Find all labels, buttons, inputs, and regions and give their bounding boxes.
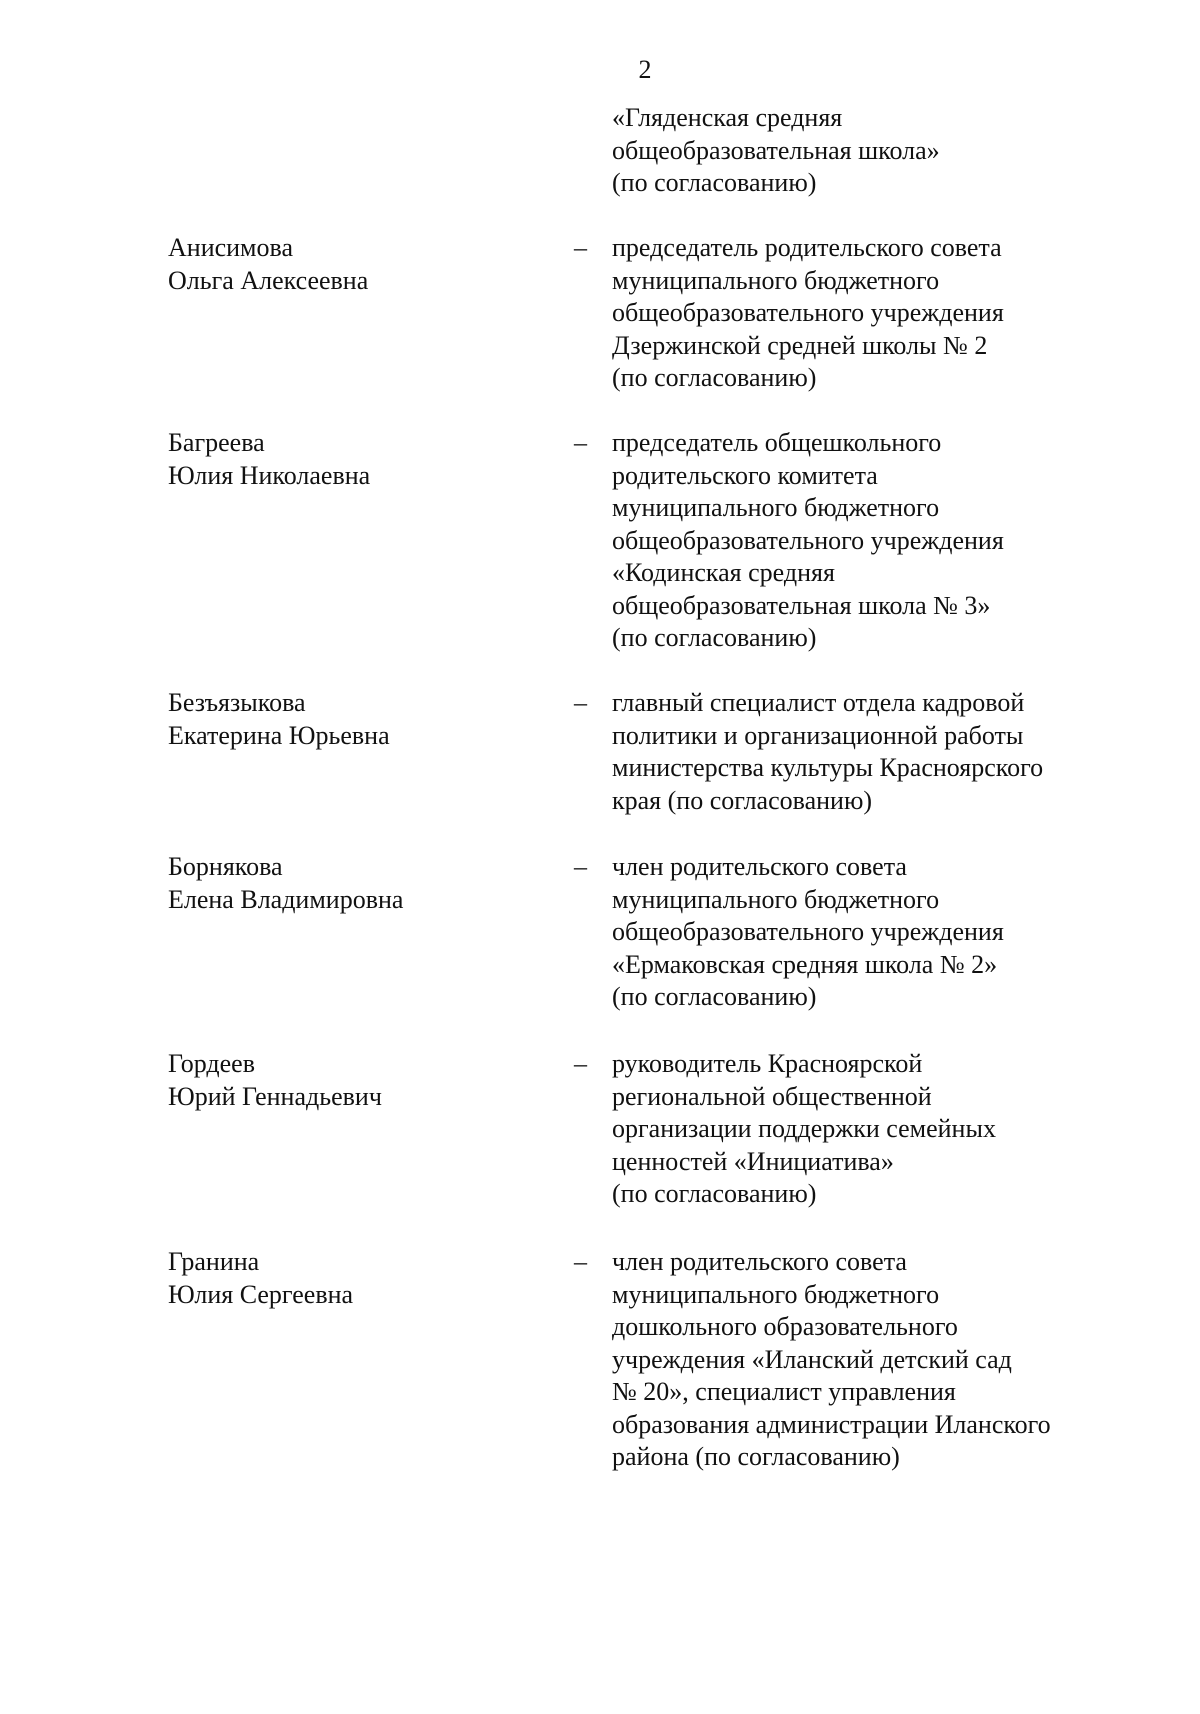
member-description xyxy=(612,1246,1132,1474)
surname: Багреева xyxy=(168,428,265,457)
given-names: Юлия Сергеевна xyxy=(168,1279,354,1309)
page-number: 2 xyxy=(638,55,652,84)
description-line: родительского комитета xyxy=(612,460,878,490)
given-names: Елена Владимировна xyxy=(168,884,404,914)
surname: Гранина xyxy=(168,1247,260,1276)
description-line: член родительского совета xyxy=(612,1247,907,1276)
description-line: региональной общественной xyxy=(612,1081,932,1111)
member-name xyxy=(168,1048,548,1113)
continued-description xyxy=(612,102,1132,200)
description-line: главный специалист отдела кадровой xyxy=(612,688,1025,717)
dash-separator: – xyxy=(574,233,587,262)
member-description xyxy=(612,1048,1132,1211)
description-line: общеобразовательная школа» xyxy=(612,135,940,165)
description-line: района (по согласованию) xyxy=(612,1442,900,1471)
given-names: Ольга Алексеевна xyxy=(168,265,369,295)
description-line: края (по согласованию) xyxy=(612,785,873,815)
description-line: организации поддержки семейных xyxy=(612,1114,996,1143)
description-line: муниципального бюджетного xyxy=(612,884,940,914)
description-line: министерства культуры Красноярского xyxy=(612,753,1044,782)
description-line: «Гляденская средняя xyxy=(612,103,843,132)
description-line: член родительского совета xyxy=(612,852,907,881)
description-line: (по согласованию) xyxy=(612,623,817,652)
surname: Борнякова xyxy=(168,852,283,881)
description-line: муниципального бюджетного xyxy=(612,1279,940,1309)
member-description xyxy=(612,851,1132,1014)
dash-separator: – xyxy=(574,1247,587,1276)
dash-separator: – xyxy=(574,688,587,717)
description-line: общеобразовательного учреждения xyxy=(612,525,1004,555)
member-description xyxy=(612,232,1132,395)
description-line: «Кодинская средняя xyxy=(612,558,835,587)
surname: Гордеев xyxy=(168,1049,255,1078)
member-name xyxy=(168,427,548,492)
description-line: председатель общешкольного xyxy=(612,428,942,457)
description-line: (по согласованию) xyxy=(612,982,817,1011)
description-line: Дзержинской средней школы № 2 xyxy=(612,330,988,360)
description-line: председатель родительского совета xyxy=(612,233,1002,262)
member-description xyxy=(612,427,1132,655)
member-name xyxy=(168,687,548,752)
dash-separator: – xyxy=(574,428,587,457)
description-line: № 20», специалист управления xyxy=(612,1377,956,1406)
description-line: муниципального бюджетного xyxy=(612,265,940,295)
description-line: общеобразовательного учреждения xyxy=(612,917,1004,946)
description-line: политики и организационной работы xyxy=(612,720,1024,750)
description-line: учреждения «Иланский детский сад xyxy=(612,1344,1012,1374)
member-name xyxy=(168,1246,548,1311)
description-line: руководитель Красноярской xyxy=(612,1049,923,1078)
given-names: Екатерина Юрьевна xyxy=(168,720,390,750)
description-line: дошкольного образовательного xyxy=(612,1312,958,1341)
dash-separator: – xyxy=(574,1049,587,1078)
dash-separator: – xyxy=(574,852,587,881)
description-line: (по согласованию) xyxy=(612,168,817,197)
description-line: образования администрации Иланского xyxy=(612,1409,1051,1439)
given-names: Юлия Николаевна xyxy=(168,460,371,490)
description-line: «Ермаковская средняя школа № 2» xyxy=(612,949,998,979)
surname: Безъязыкова xyxy=(168,688,306,717)
member-description xyxy=(612,687,1132,817)
description-line: общеобразовательная школа № 3» xyxy=(612,590,991,620)
description-line: ценностей «Инициатива» xyxy=(612,1146,894,1176)
description-line: (по согласованию) xyxy=(612,363,817,392)
member-name xyxy=(168,232,548,297)
description-line: общеобразовательного учреждения xyxy=(612,298,1004,327)
given-names: Юрий Геннадьевич xyxy=(168,1081,382,1111)
surname: Анисимова xyxy=(168,233,293,262)
description-line: (по согласованию) xyxy=(612,1179,817,1208)
member-name xyxy=(168,851,548,916)
description-line: муниципального бюджетного xyxy=(612,493,940,522)
